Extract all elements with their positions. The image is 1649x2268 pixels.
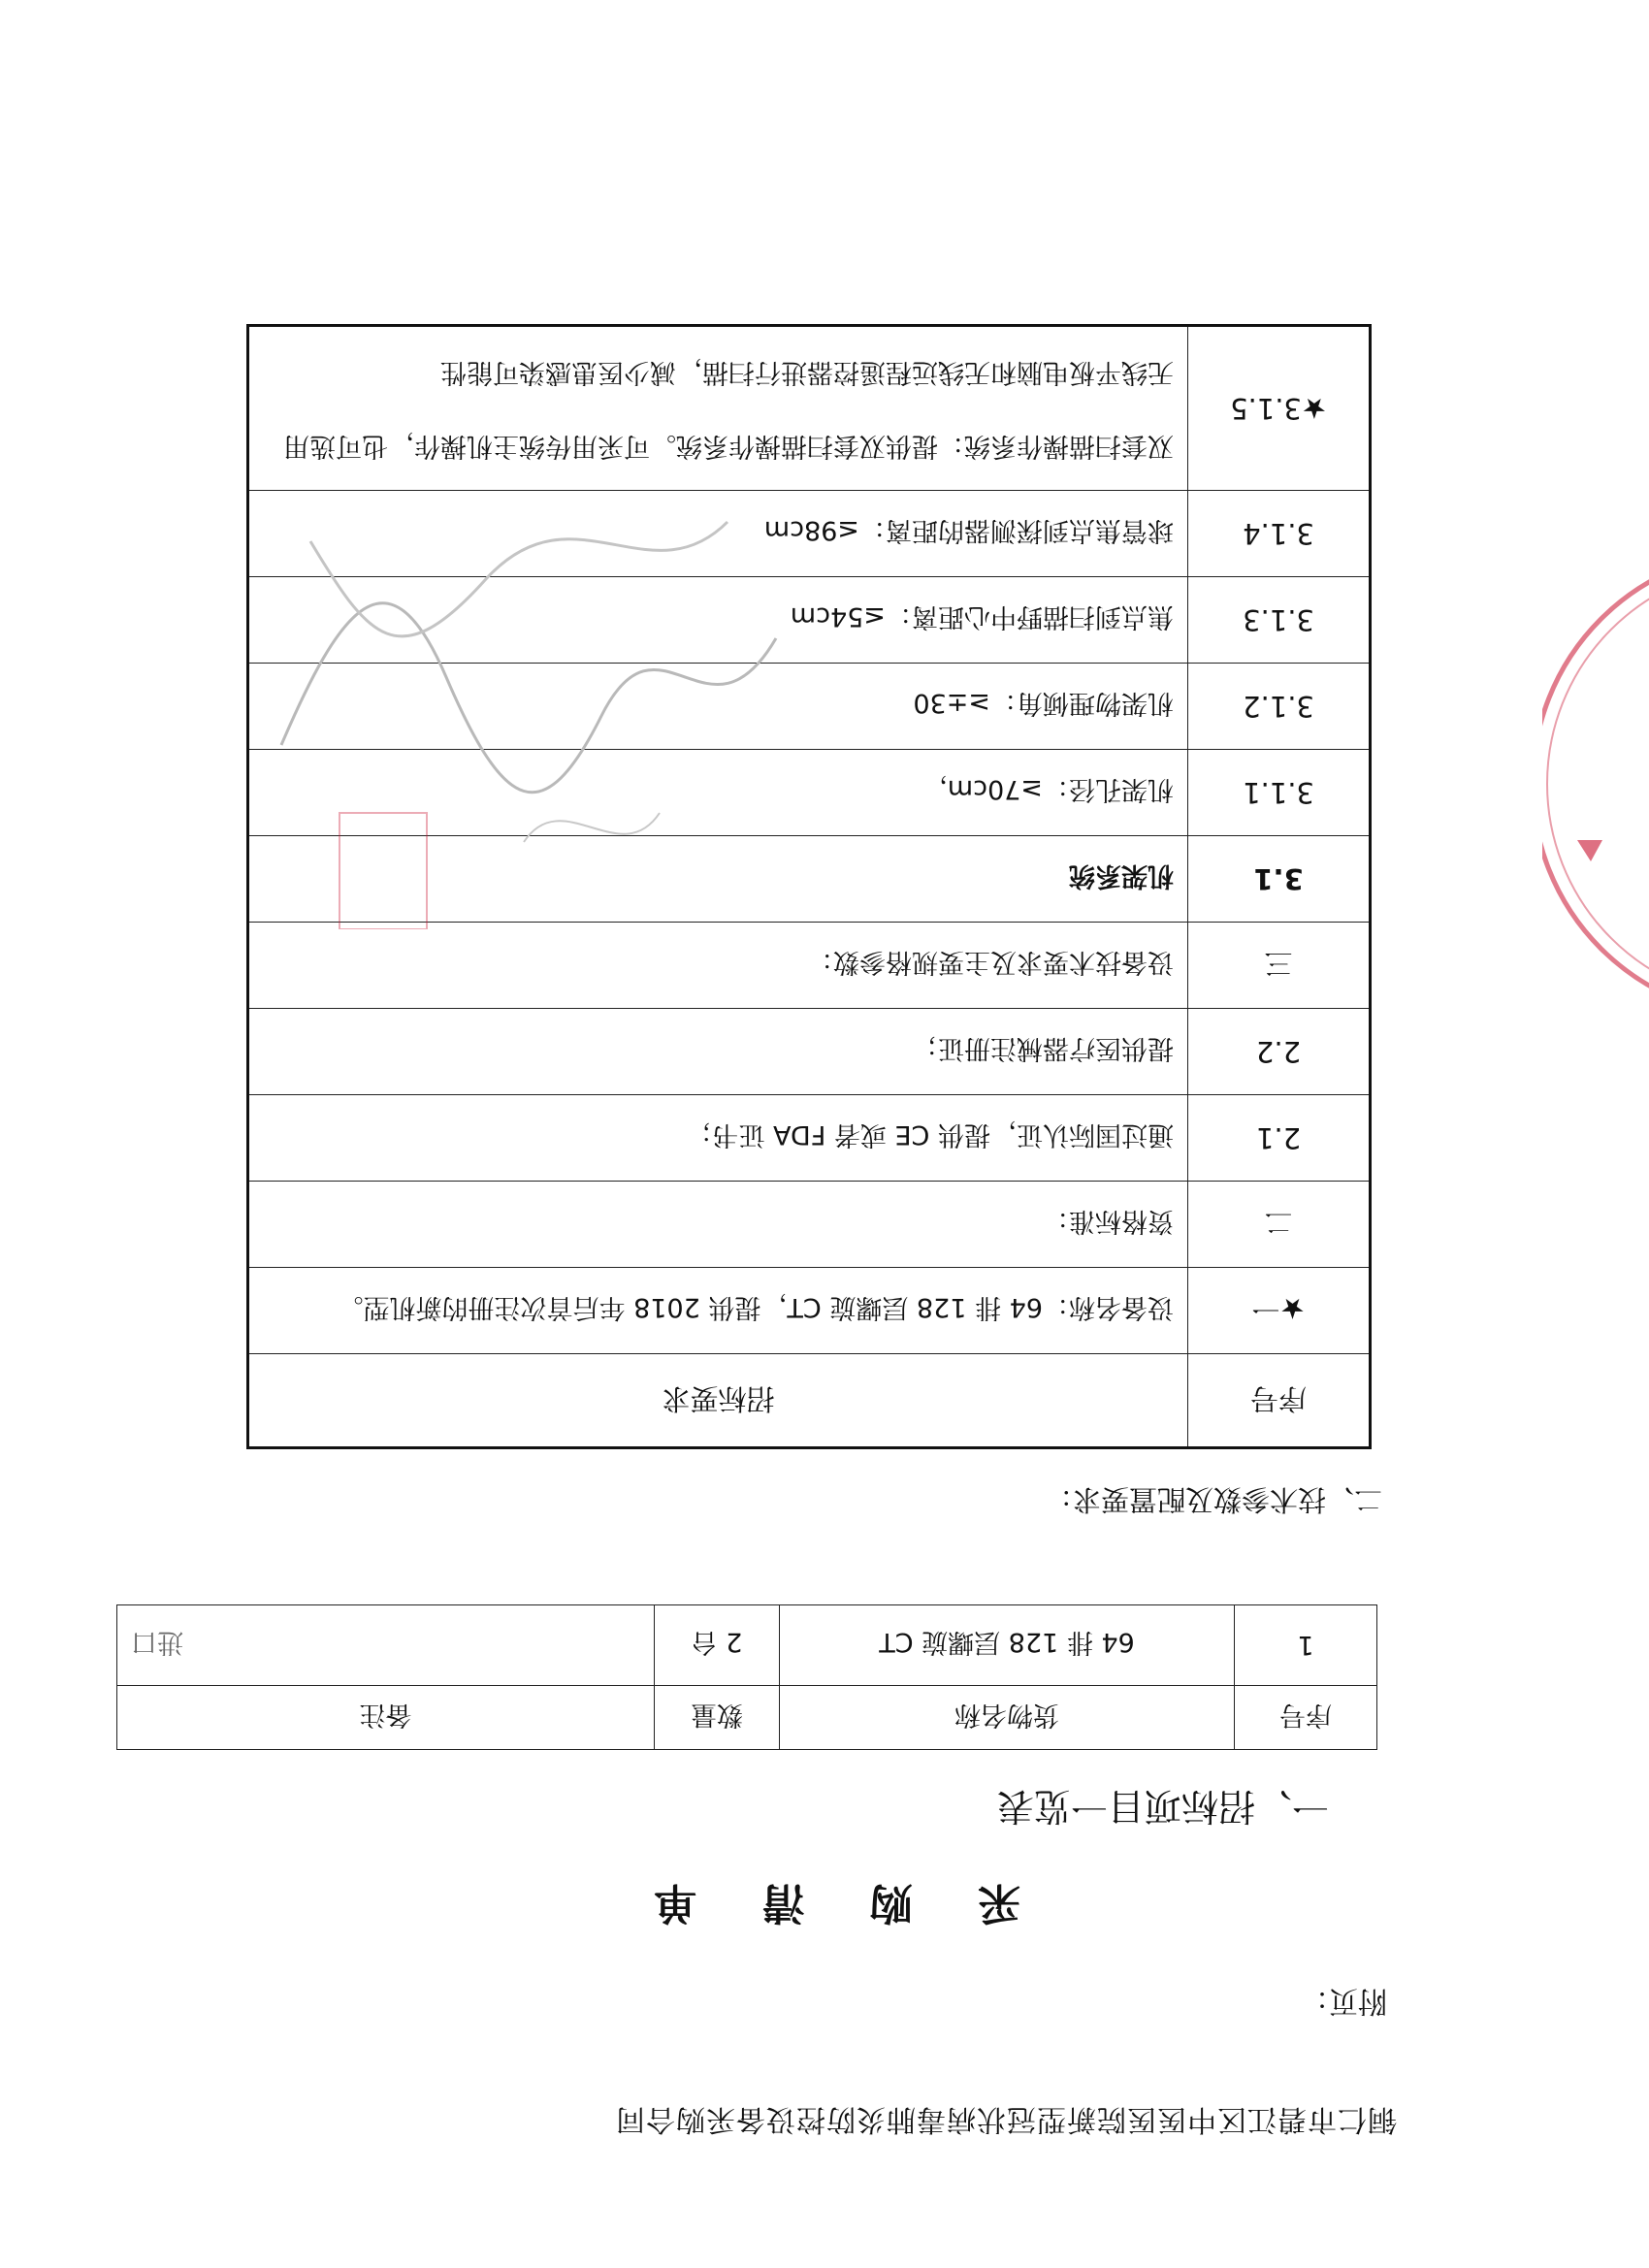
cell-name: 64 排 128 层螺旋 CT bbox=[780, 1605, 1235, 1686]
col-remark: 备注 bbox=[117, 1686, 655, 1750]
table-row bbox=[248, 923, 1371, 1009]
spec-text: 焦点到扫描野中心距离：≤54cm bbox=[248, 577, 1188, 664]
seal-star-icon bbox=[1577, 840, 1602, 861]
cell-remark: 进口 bbox=[117, 1605, 655, 1686]
table-row bbox=[248, 1095, 1371, 1182]
spec-text: 机架物理倾角：≥±30 bbox=[248, 664, 1188, 750]
items-header-row bbox=[117, 1686, 1377, 1750]
contract-header: 铜仁市碧江区中医医院新型冠状病毒肺炎防控设备采购合同 bbox=[615, 2102, 1397, 2136]
spec-no: 3.1.2 bbox=[1188, 664, 1371, 750]
seal-ring bbox=[1542, 551, 1649, 1017]
spec-no: 2.2 bbox=[1188, 1009, 1371, 1095]
section1-heading: 一、招标项目一览表 bbox=[996, 1785, 1329, 1828]
table-row bbox=[248, 1182, 1371, 1268]
spec-text: 提供医疗器械注册证； bbox=[248, 1009, 1188, 1095]
spec-no: 3.1.3 bbox=[1188, 577, 1371, 664]
spec-no: 3.1.1 bbox=[1188, 750, 1371, 836]
table-row bbox=[248, 1268, 1371, 1354]
spec-no: 3.1.4 bbox=[1188, 491, 1371, 577]
spec-no: 2.1 bbox=[1188, 1095, 1371, 1182]
spec-col-req: 招标要求 bbox=[248, 1354, 1188, 1448]
spec-text: 双套扫描操作系统：提供双套扫描操作系统。可采用传统主机操作，也可选用无线平板电脑和无线远程遥控器进行扫描，减少医患感染可能性 bbox=[248, 326, 1188, 491]
spec-no: 二 bbox=[1188, 1182, 1371, 1268]
spec-text: 设备名称：64 排 128 层螺旋 CT，提供 2018 年后首次注册的新机型。 bbox=[248, 1268, 1188, 1354]
spec-no: 3.1 bbox=[1188, 836, 1371, 923]
seal-inner-ring bbox=[1547, 566, 1649, 1002]
spec-text: 机架孔径：≥70cm， bbox=[248, 750, 1188, 836]
spec-no: ★一 bbox=[1188, 1268, 1371, 1354]
section2-heading: 二、技术参数及配置要求： bbox=[1044, 1483, 1382, 1516]
attachment-label: 附页： bbox=[1300, 1984, 1387, 2018]
items-table bbox=[116, 1604, 1377, 1750]
spec-col-no: 序号 bbox=[1188, 1354, 1371, 1448]
spec-text: 球管焦点到探测器的距离：≤98cm bbox=[248, 491, 1188, 577]
spec-text: 机架系统 bbox=[248, 836, 1188, 923]
col-no: 序号 bbox=[1235, 1686, 1377, 1750]
spec-no: 三 bbox=[1188, 923, 1371, 1009]
signature-scribble bbox=[252, 444, 795, 929]
spec-text: 设备技术要求及主要规格参数： bbox=[248, 923, 1188, 1009]
table-row bbox=[117, 1605, 1377, 1686]
spec-text: 通过国际认证，提供 CE 或者 FDA 证书； bbox=[248, 1095, 1188, 1182]
cell-qty: 2 台 bbox=[655, 1605, 780, 1686]
spec-no: ★3.1.5 bbox=[1188, 326, 1371, 491]
col-qty: 数量 bbox=[655, 1686, 780, 1750]
page-title: 采 购 清 单 bbox=[629, 1878, 1020, 1928]
spec-header-row bbox=[248, 1354, 1371, 1448]
official-seal-stamp bbox=[1542, 444, 1649, 1123]
col-name: 货物名称 bbox=[780, 1686, 1235, 1750]
table-row bbox=[248, 1009, 1371, 1095]
spec-text: 资格标准： bbox=[248, 1182, 1188, 1268]
cell-no: 1 bbox=[1235, 1605, 1377, 1686]
